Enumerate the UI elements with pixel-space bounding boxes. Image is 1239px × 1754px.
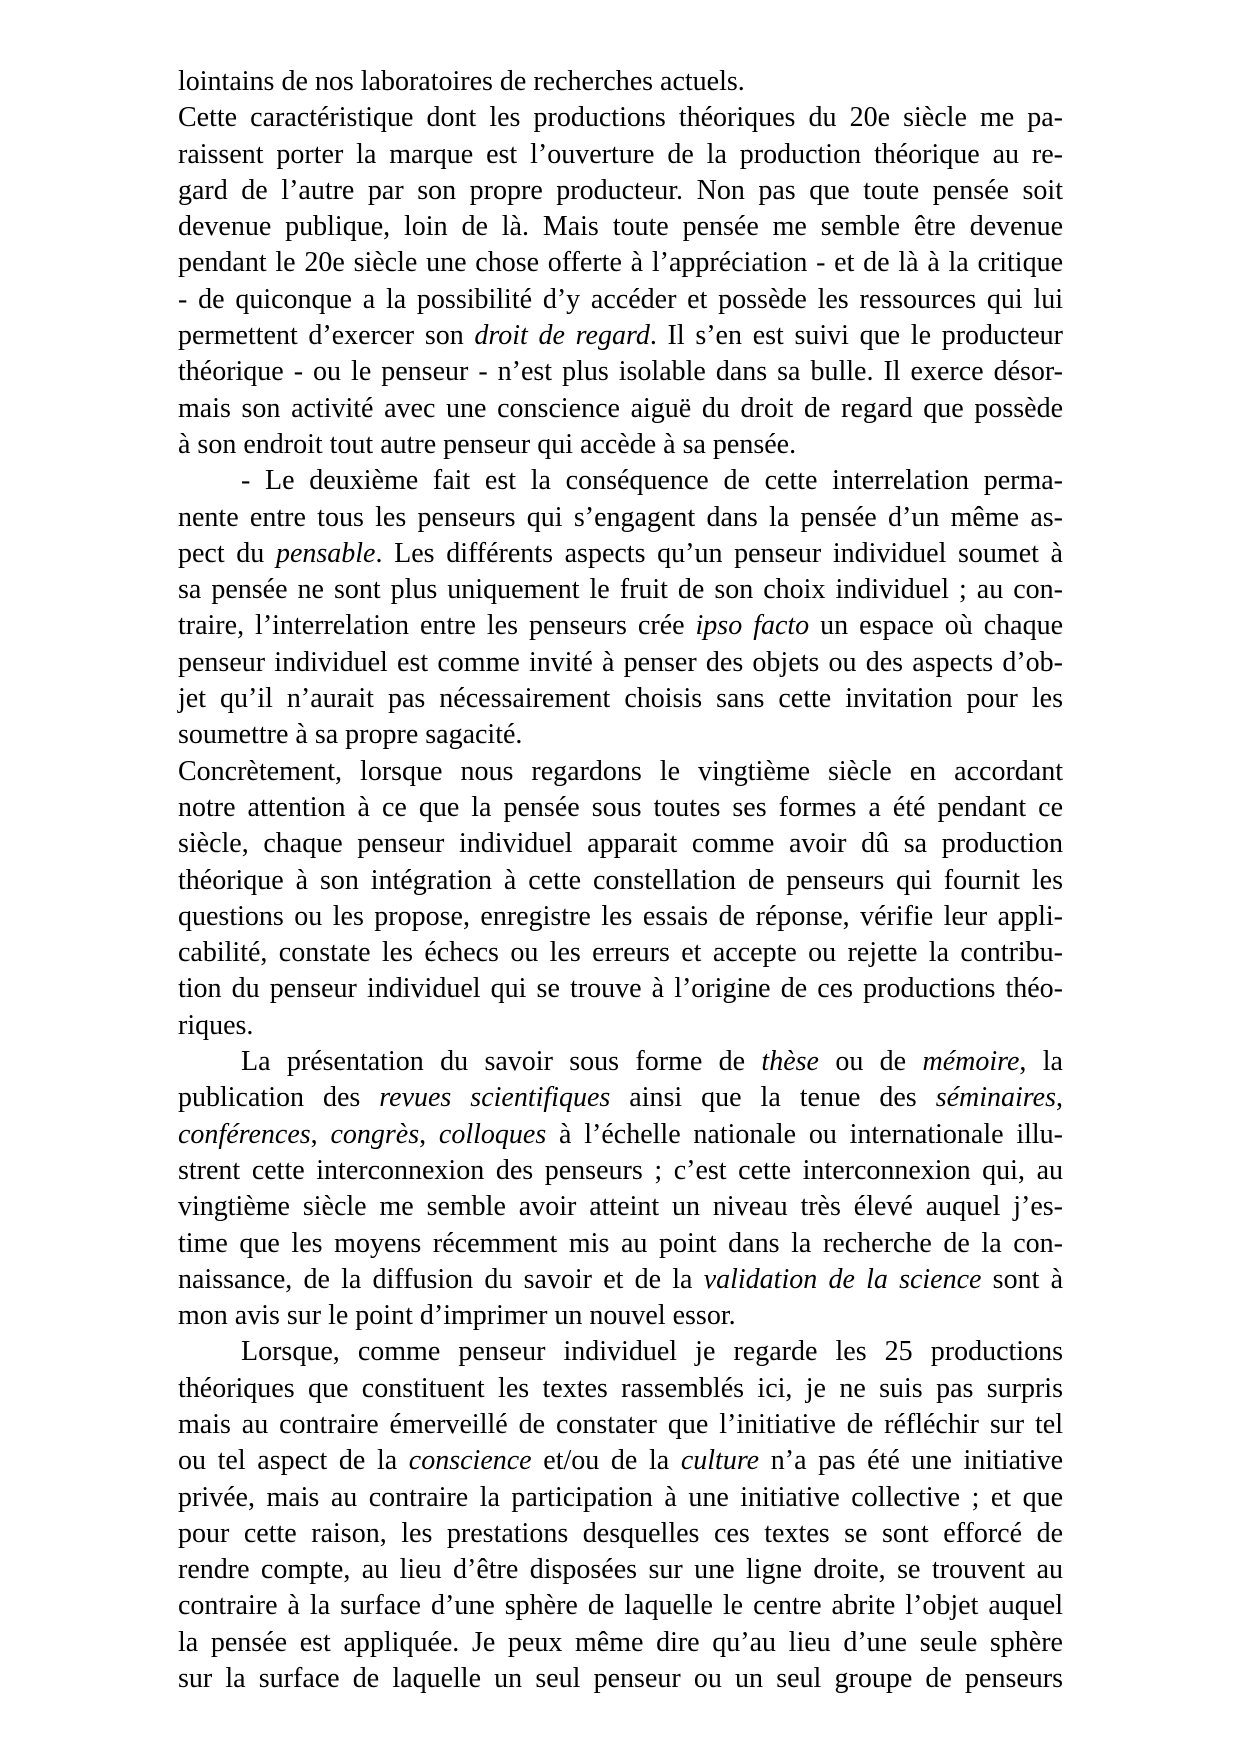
text-run: - Le deuxième fait est la conséquence de cette interrelation perma- (241, 465, 1063, 497)
text-run: jet qu’il n’aurait pas nécessairement choisis sans cette invitation pour les (178, 683, 1063, 715)
text-run: nente entre tous les penseurs qui s’engagent dans la pensée d’un même as- (178, 501, 1063, 533)
text-run: notre attention à ce que la pensée sous toutes ses formes a été pendant ce (178, 791, 1063, 823)
text-line (178, 1516, 1063, 1552)
italic-run: colloques (438, 1118, 547, 1150)
text-run: et/ou de la (531, 1445, 681, 1477)
text-line (178, 971, 1063, 1007)
text-line (178, 427, 1063, 463)
text-run: sur la surface de laquelle un seul penseur ou un seul groupe de penseurs (178, 1663, 1063, 1695)
text-line (178, 536, 1063, 572)
paragraph (178, 1044, 1063, 1334)
text-line (178, 1262, 1063, 1298)
paragraph (178, 463, 1063, 753)
text-run: pendant le 20e siècle une chose offerte à l’appréciation - et de là à la critique (178, 247, 1063, 279)
text-run: la pensée est appliquée. Je peux même dire qu’au lieu d’une seule sphère (178, 1626, 1063, 1658)
italic-run: congrès (330, 1118, 420, 1150)
text-line (178, 608, 1063, 644)
text-run: n’a pas été une initiative (759, 1445, 1063, 1477)
text-run: un espace où chaque (809, 610, 1064, 642)
text-run: tion du penseur individuel qui se trouve à l’origine de ces productions théo- (178, 973, 1063, 1005)
text-run: La présentation du savoir sous forme de (241, 1046, 762, 1078)
text-run: soumettre à sa propre sagacité. (178, 719, 523, 751)
text-line (178, 935, 1063, 971)
text-line (178, 1443, 1063, 1479)
text-line (178, 1298, 1063, 1334)
text-line (178, 318, 1063, 354)
text-run: raissent porter la marque est l’ouverture de la production théorique au re- (178, 138, 1063, 170)
italic-run: ipso facto (695, 610, 810, 642)
text-line (178, 863, 1063, 899)
text-run: , (310, 1118, 331, 1150)
text-run: naissance, de la diffusion du savoir et de la (178, 1263, 704, 1295)
paragraph (178, 1334, 1063, 1697)
text-line (178, 645, 1063, 681)
text-run: ou de (818, 1046, 923, 1078)
text-run: contraire à la surface d’une sphère de laquelle le centre abrite l’objet auquel (178, 1590, 1063, 1622)
text-line (178, 1226, 1063, 1262)
text-line (178, 1625, 1063, 1661)
italic-run: pensable (275, 537, 376, 569)
text-line (178, 1080, 1063, 1116)
text-line (178, 245, 1063, 281)
text-run: sont à (981, 1263, 1063, 1295)
text-run: sa pensée ne sont plus uniquement le fruit de son choix individuel ; au con- (178, 574, 1063, 606)
text-run: mais au contraire émerveillé de constater que l’initiative de réfléchir sur tel (178, 1408, 1063, 1440)
text-line (178, 1008, 1063, 1044)
text-line (178, 1552, 1063, 1588)
text-line (178, 681, 1063, 717)
text-line (178, 1407, 1063, 1443)
text-line (178, 754, 1063, 790)
paragraph (178, 754, 1063, 1044)
text-line (178, 137, 1063, 173)
italic-run: conscience (408, 1445, 532, 1477)
text-run: Lorsque, comme penseur individuel je regarde les 25 productions (241, 1336, 1063, 1368)
text-run: pect du (178, 537, 276, 569)
text-run: publication des (178, 1082, 380, 1114)
text-run: devenue publique, loin de là. Mais toute pensée me semble être devenue (178, 211, 1063, 243)
text-run: privée, mais au contraire la participation à une initiative collective ; et que (178, 1481, 1063, 1513)
text-run: Cette caractéristique dont les productions théoriques du 20e siècle me pa- (178, 102, 1063, 134)
text-line (178, 1371, 1063, 1407)
text-line (178, 64, 1063, 100)
text-run: lointains de nos laboratoires de recherches actuels. (178, 66, 745, 97)
text-line (178, 100, 1063, 136)
text-line (178, 500, 1063, 536)
text-run: , la (1019, 1046, 1063, 1078)
italic-run: séminaires (935, 1082, 1056, 1114)
text-line (178, 354, 1063, 390)
text-run: strent cette interconnexion des penseurs ; c’est cette interconnexion qui, au (178, 1154, 1063, 1186)
text-line (178, 173, 1063, 209)
text-run: siècle, chaque penseur individuel apparait comme avoir dû sa production (178, 828, 1063, 860)
text-line (178, 391, 1063, 427)
text-run: ainsi que la tenue des (610, 1082, 936, 1114)
text-run: Concrètement, lorsque nous regardons le vingtième siècle en accordant (178, 755, 1063, 787)
text-line (178, 1189, 1063, 1225)
text-run: théorique - ou le penseur - n’est plus isolable dans sa bulle. Il exerce désor- (178, 356, 1063, 388)
text-line (178, 572, 1063, 608)
text-run: ou tel aspect de la (178, 1445, 409, 1477)
text-run: pour cette raison, les prestations desquelles ces textes se sont efforcé de (178, 1517, 1063, 1549)
text-line (178, 790, 1063, 826)
text-line (178, 463, 1063, 499)
text-run: riques. (178, 1009, 254, 1041)
text-run: traire, l’interrelation entre les penseurs crée (178, 610, 696, 642)
italic-run: mémoire (922, 1046, 1020, 1078)
text-line (178, 826, 1063, 862)
text-run: time que les moyens récemment mis au point dans la recherche de la con- (178, 1227, 1063, 1259)
text-run: rendre compte, au lieu d’être disposées sur une ligne droite, se trouvent au (178, 1554, 1063, 1586)
text-line (178, 717, 1063, 753)
text-line (178, 1334, 1063, 1370)
text-run: cabilité, constate les échecs ou les erreurs et accepte ou rejette la contribu- (178, 937, 1063, 969)
text-line (178, 282, 1063, 318)
italic-run: conférences (178, 1118, 311, 1150)
text-line (178, 1044, 1063, 1080)
text-run: mais son activité avec une conscience aiguë du droit de regard que possède (178, 392, 1063, 424)
text-run: , (1056, 1082, 1063, 1114)
text-run: gard de l’autre par son propre producteur. Non pas que toute pensée soit (178, 174, 1063, 206)
italic-run: culture (680, 1445, 760, 1477)
text-line (178, 1117, 1063, 1153)
text-line (178, 1588, 1063, 1624)
text-run: questions ou les propose, enregistre les essais de réponse, vérifie leur appli- (178, 900, 1063, 932)
paragraph (178, 64, 1063, 100)
italic-run: thèse (761, 1046, 819, 1078)
text-line (178, 209, 1063, 245)
text-line (178, 1480, 1063, 1516)
paragraph (178, 100, 1063, 463)
text-run: à l’échelle nationale ou internationale illu- (546, 1118, 1064, 1150)
text-line (178, 899, 1063, 935)
text-line (178, 1153, 1063, 1189)
text-run: . Il s’en est suivi que le producteur (649, 320, 1063, 352)
text-line (178, 1661, 1063, 1697)
italic-run: validation de la science (703, 1263, 982, 1295)
italic-run: droit de regard (474, 320, 650, 352)
text-block (178, 64, 1063, 1697)
italic-run: revues scientifiques (379, 1082, 611, 1114)
text-run: , (419, 1118, 439, 1150)
text-run: - de quiconque a la possibilité d’y accéder et possède les ressources qui lui (178, 283, 1063, 315)
text-run: . Les différents aspects qu’un penseur individuel soumet à (375, 537, 1063, 569)
text-run: mon avis sur le point d’imprimer un nouvel essor. (178, 1300, 736, 1332)
text-run: penseur individuel est comme invité à penser des objets ou des aspects d’ob- (178, 646, 1063, 678)
text-run: vingtième siècle me semble avoir atteint un niveau très élevé auquel j’es- (178, 1191, 1063, 1223)
text-run: à son endroit tout autre penseur qui accède à sa pensée. (178, 428, 797, 460)
text-run: théorique à son intégration à cette constellation de penseurs qui fournit les (178, 864, 1063, 896)
text-run: permettent d’exercer son (178, 320, 475, 352)
text-run: théoriques que constituent les textes rassemblés ici, je ne suis pas surpris (178, 1372, 1063, 1404)
